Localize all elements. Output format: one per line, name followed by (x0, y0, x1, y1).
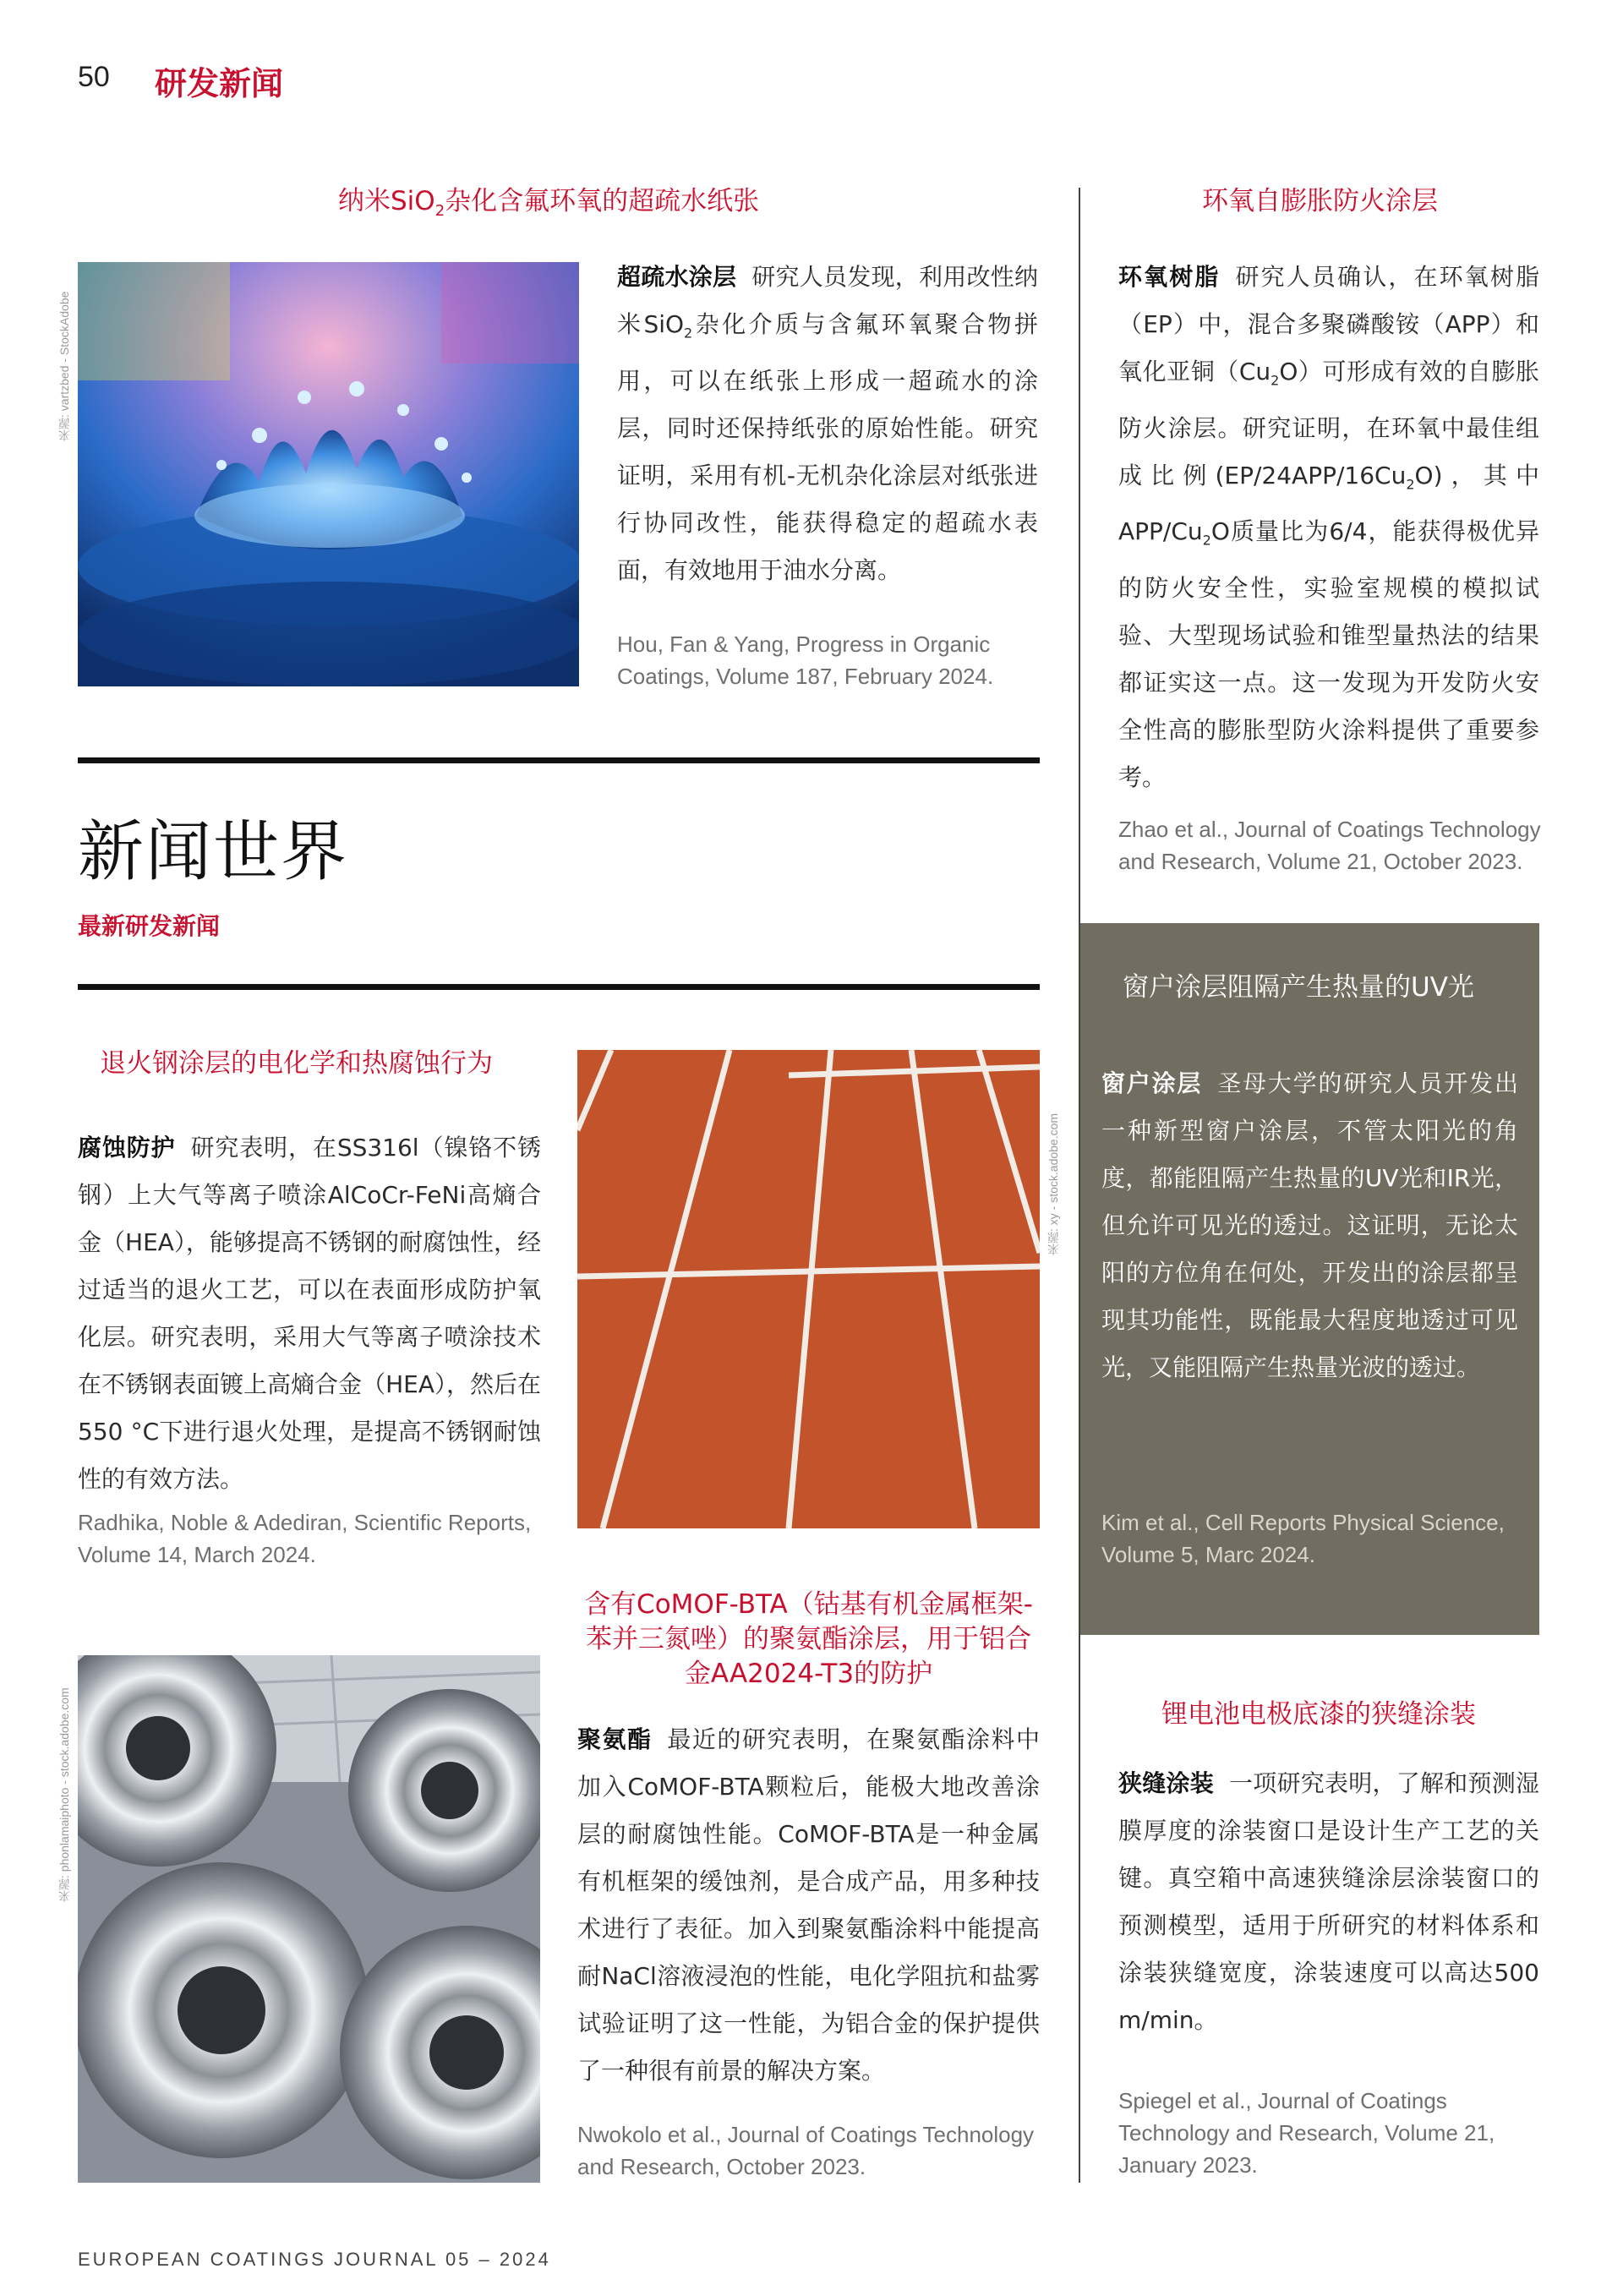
journal-footer: EUROPEAN COATINGS JOURNAL 05 – 2024 (78, 2249, 551, 2270)
article1-body: 超疏水涂层 研究人员发现，利用改性纳米SiO$_2$杂化介质与含氟环氧聚合物拼用，可以在纸张上形成一超疏水的涂层，同时还保持纸张的原始性能。研究证明，采用有机-无机杂化涂层对纸张进行协同改性，能获得稳定的超疏水表面，有效地用于油水分离。 (617, 263, 1038, 584)
article6-citation: Spiegel et al., Journal of Coatings Technology and Research, Volume 21, January 2023. (1118, 2088, 1495, 2178)
article5-body: 聚氨酯 最近的研究表明，在聚氨酯涂料中加入CoMOF-BTA颗粒后，能极大地改善涂层的耐腐蚀性能。CoMOF-BTA是一种金属有机框架的缓蚀剂，是合成产品，用多种技术进行了表征。加入到聚氨酯涂料中能提高耐NaCl溶液浸泡的性能，电化学阻抗和盐雾试验证明了这一性能，为铝合金的保护提供了一种很有前景的解决方案。 (577, 1725, 1040, 2085)
article3-body: 腐蚀防护 研究表明，在SS316l（镍铬不锈钢）上大气等离子喷涂AlCoCr-FeNi高熵合金（HEA），能够提高不锈钢的耐腐蚀性，经过适当的退火工艺，可以在表面形成防护氧化层。研究表明，采用大气等离子喷涂技术在不锈钢表面镀上高熵合金（HEA），然后在550 °C下进行退火处理，是提高不锈钢耐蚀性的有效方法。 (78, 1134, 541, 1493)
article6-body: 狭缝涂装 一项研究表明，了解和预测湿膜厚度的涂装窗口是设计生产工艺的关键。真空箱中高速狭缝涂层涂装窗口的预测模型，适用于所研究的材料体系和涂装狭缝宽度，涂装速度可以高达500 m/min。 (1118, 1769, 1539, 2034)
article3-citation: Radhika, Noble & Adediran, Scientific Reports, Volume 14, March 2024. (78, 1510, 532, 1567)
article1-title: 纳米SiO$_2$杂化含氟环氧的超疏水纸张 (338, 186, 760, 221)
article4-citation: Kim et al., Cell Reports Physical Science, Volume 5, Marc 2024. (1101, 1510, 1505, 1567)
page-number: 50 (78, 61, 110, 93)
steel-coils-image (78, 1655, 540, 2183)
hero-subtitle: 最新研发新闻 (78, 912, 221, 940)
article3-title: 退火钢涂层的电化学和热腐蚀行为 (100, 1048, 493, 1079)
hero-title: 新闻世界 (78, 814, 349, 890)
article5-image-credit: 来源: phonlamaiphoto - stock.adobe.com (57, 1687, 71, 1902)
article1-citation: Hou, Fan & Yang, Progress in Organic Coatings, Volume 187, February 2024. (617, 631, 994, 689)
window-coating-box (1080, 923, 1539, 1635)
water-splash-image (78, 262, 579, 686)
article4-body: 窗户涂层 圣母大学的研究人员开发出一种新型窗户涂层，不管太阳光的角度，都能阻隔产生热量的UV光和IR光，但允许可见光的透过。这证明，无论太阳的方位角在何处，开发出的涂层都呈现其功能性，既能最大程度地透过可见光，又能阻隔产生热量光波的透过。 (1101, 1069, 1518, 1381)
running-track-image (577, 1050, 1040, 1528)
article4-title: 窗户涂层阻隔产生热量的UV光 (1123, 972, 1474, 1003)
article2-citation: Zhao et al., Journal of Coatings Technology and Research, Volume 21, October 2023. (1118, 817, 1541, 874)
article2-title: 环氧自膨胀防火涂层 (1202, 186, 1438, 216)
article6-title: 锂电池电极底漆的狭缝涂装 (1161, 1699, 1476, 1730)
article1-image-credit: 来源: vartzbed - StockAdobe (57, 291, 71, 441)
article3-image-credit: 来源: xy - stock.adobe.com (1046, 1112, 1060, 1255)
hero-top-rule (78, 757, 1040, 763)
article5-citation: Nwokolo et al., Journal of Coatings Technology and Research, October 2023. (577, 2122, 1035, 2179)
hero-bottom-rule (78, 984, 1040, 990)
section-label: 研发新闻 (155, 65, 284, 102)
article2-body: 环氧树脂 研究人员确认，在环氧树脂（EP）中，混合多聚磷酸铵（APP）和氧化亚铜$(Cu_2O)$可形成有效的自膨胀防火涂层。研究证明，在环氧中最佳组成比例$(EP/24APP/16Cu_2O)$，其中APP/$Cu_2O$质量比为6/4，能获得极优异的防火安全性，实验室规模的模拟试验、大型现场试验和锥型量热法的结果都证实这一点。这一发现为开发防火安全性高的膨胀型防火涂料提供了重要参考。 (1118, 263, 1539, 791)
article5-title: 含有CoMOF-BTA（钴基有机金属框架-苯并三氮唑）的聚氨酯涂层，用于铝合金AA2024-T3的防护 (584, 1589, 1033, 1690)
